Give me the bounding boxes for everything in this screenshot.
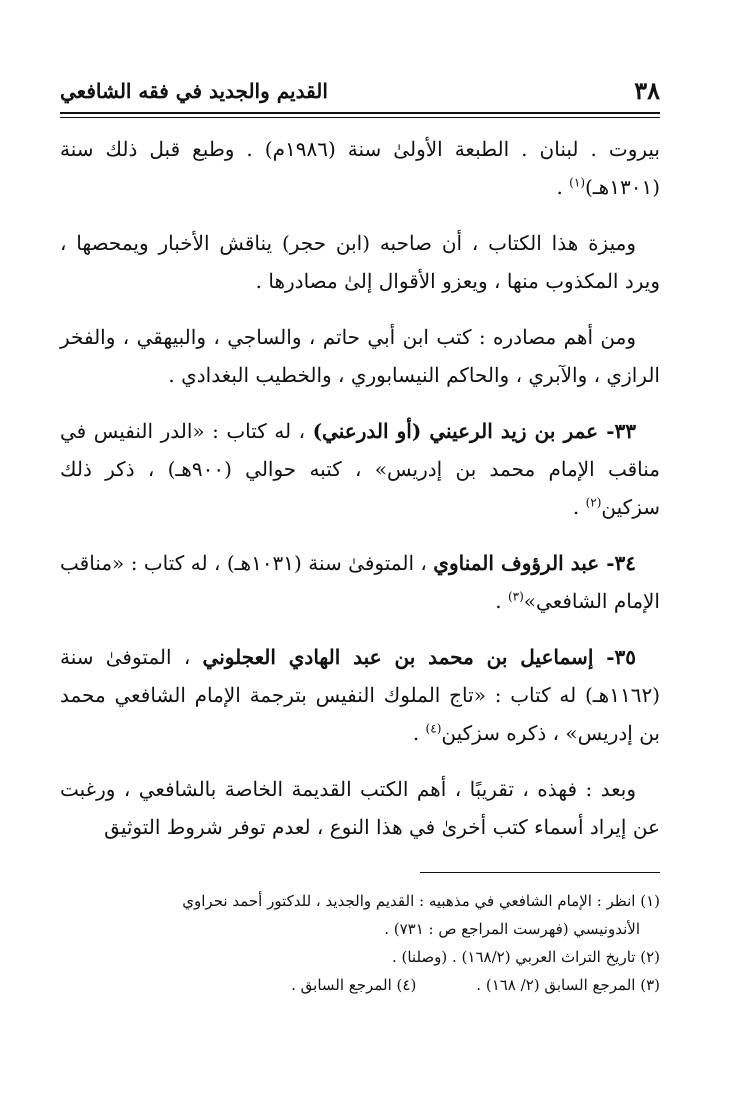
paragraph-sources [60,318,660,394]
footnote-2: (٢) تاريخ التراث العربي (١٦٨/٢) . (وصلنا) . [391,948,660,966]
entry-heading: ٣٥- إسماعيل بن محمد بن عبد الهادي العجلوني [202,645,637,669]
paragraph-text: وميزة هذا الكتاب ، أن صاحبه (ابن حجر) يناقش الأخبار ويمحصها ، ويرد المكذوب منها ، ويعزو الأقوال إلىٰ مصادرها . [60,231,660,293]
paragraph-text: بيروت . لبنان . الطبعة الأولىٰ سنة (١٩٨٦م) . وطبع قبل ذلك سنة (١٣٠١هـ) [60,137,660,199]
paragraph-conclusion [60,770,660,846]
paragraph-publication [60,130,660,206]
footnote-separator [420,872,660,873]
page-header [60,66,660,106]
footnote-ref-1[interactable]: (١) [569,175,585,190]
entry-heading: ٣٤- عبد الرؤوف المناوي [433,551,637,575]
entry-text-end: . [572,495,586,519]
footnote-1-continued: الأندونيسي (فهرست المراجع ص : ٧٣١) . [384,920,640,938]
running-title: القديم والجديد في فقه الشافعي [60,79,328,103]
footnote-4: (٤) المرجع السابق . [291,976,417,994]
entry-text: ، له كتاب : «الدر النفيس في مناقب الإمام محمد بن إدريس» ، كتبه حوالي (٩٠٠هـ) ، ذكر ذلك سزكين [60,419,660,519]
footnote-ref-2[interactable]: (٢) [585,495,602,510]
footnote-row-3-4 [60,971,660,999]
entry-35 [60,638,660,752]
body-text [60,130,660,846]
header-rule-thick [60,112,660,114]
header-rule-thin [60,117,660,118]
entry-33 [60,412,660,526]
entry-text-end: . [495,589,508,613]
entry-text: ، المتوفىٰ سنة (١١٦٢هـ) له كتاب : «تاج الملوك النفيس بترجمة الإمام الشافعي محمد بن إدريس» ، ذكره سزكين [60,645,660,745]
entry-34 [60,544,660,620]
footnote-ref-3[interactable]: (٣) [507,589,524,604]
footnote-1: (١) انظر : الإمام الشافعي في مذهبيه : القديم والجديد ، للدكتور أحمد نحراوي [182,892,660,910]
page [60,66,660,999]
paragraph-text: ومن أهم مصادره : كتب ابن أبي حاتم ، والساجي ، والبيهقي ، والفخر الرازي ، والآبري ، والحاكم النيسابوري ، والخطيب البغدادي . [60,325,660,387]
page-number: ٣٨ [634,76,660,105]
entry-text: ، المتوفىٰ سنة (١٠٣١هـ) ، له كتاب : «مناقب الإمام الشافعي» [60,551,660,613]
paragraph-book-merit [60,224,660,300]
paragraph-text: وبعد : فهذه ، تقريبًا ، أهم الكتب القديمة الخاصة بالشافعي ، ورغبت عن إيراد أسماء كتب أخرىٰ في هذا النوع ، لعدم توفر شروط التوثيق [60,777,660,839]
entry-text-end: . [412,721,426,745]
footnote-ref-4[interactable]: (٤) [425,721,442,736]
footnotes [60,887,660,999]
paragraph-text-end: . [556,175,570,199]
entry-heading: ٣٣- عمر بن زيد الرعيني (أو الدرعني) [312,419,636,443]
footnote-3: (٣) المرجع السابق (٢/ ١٦٨) . [476,976,660,994]
